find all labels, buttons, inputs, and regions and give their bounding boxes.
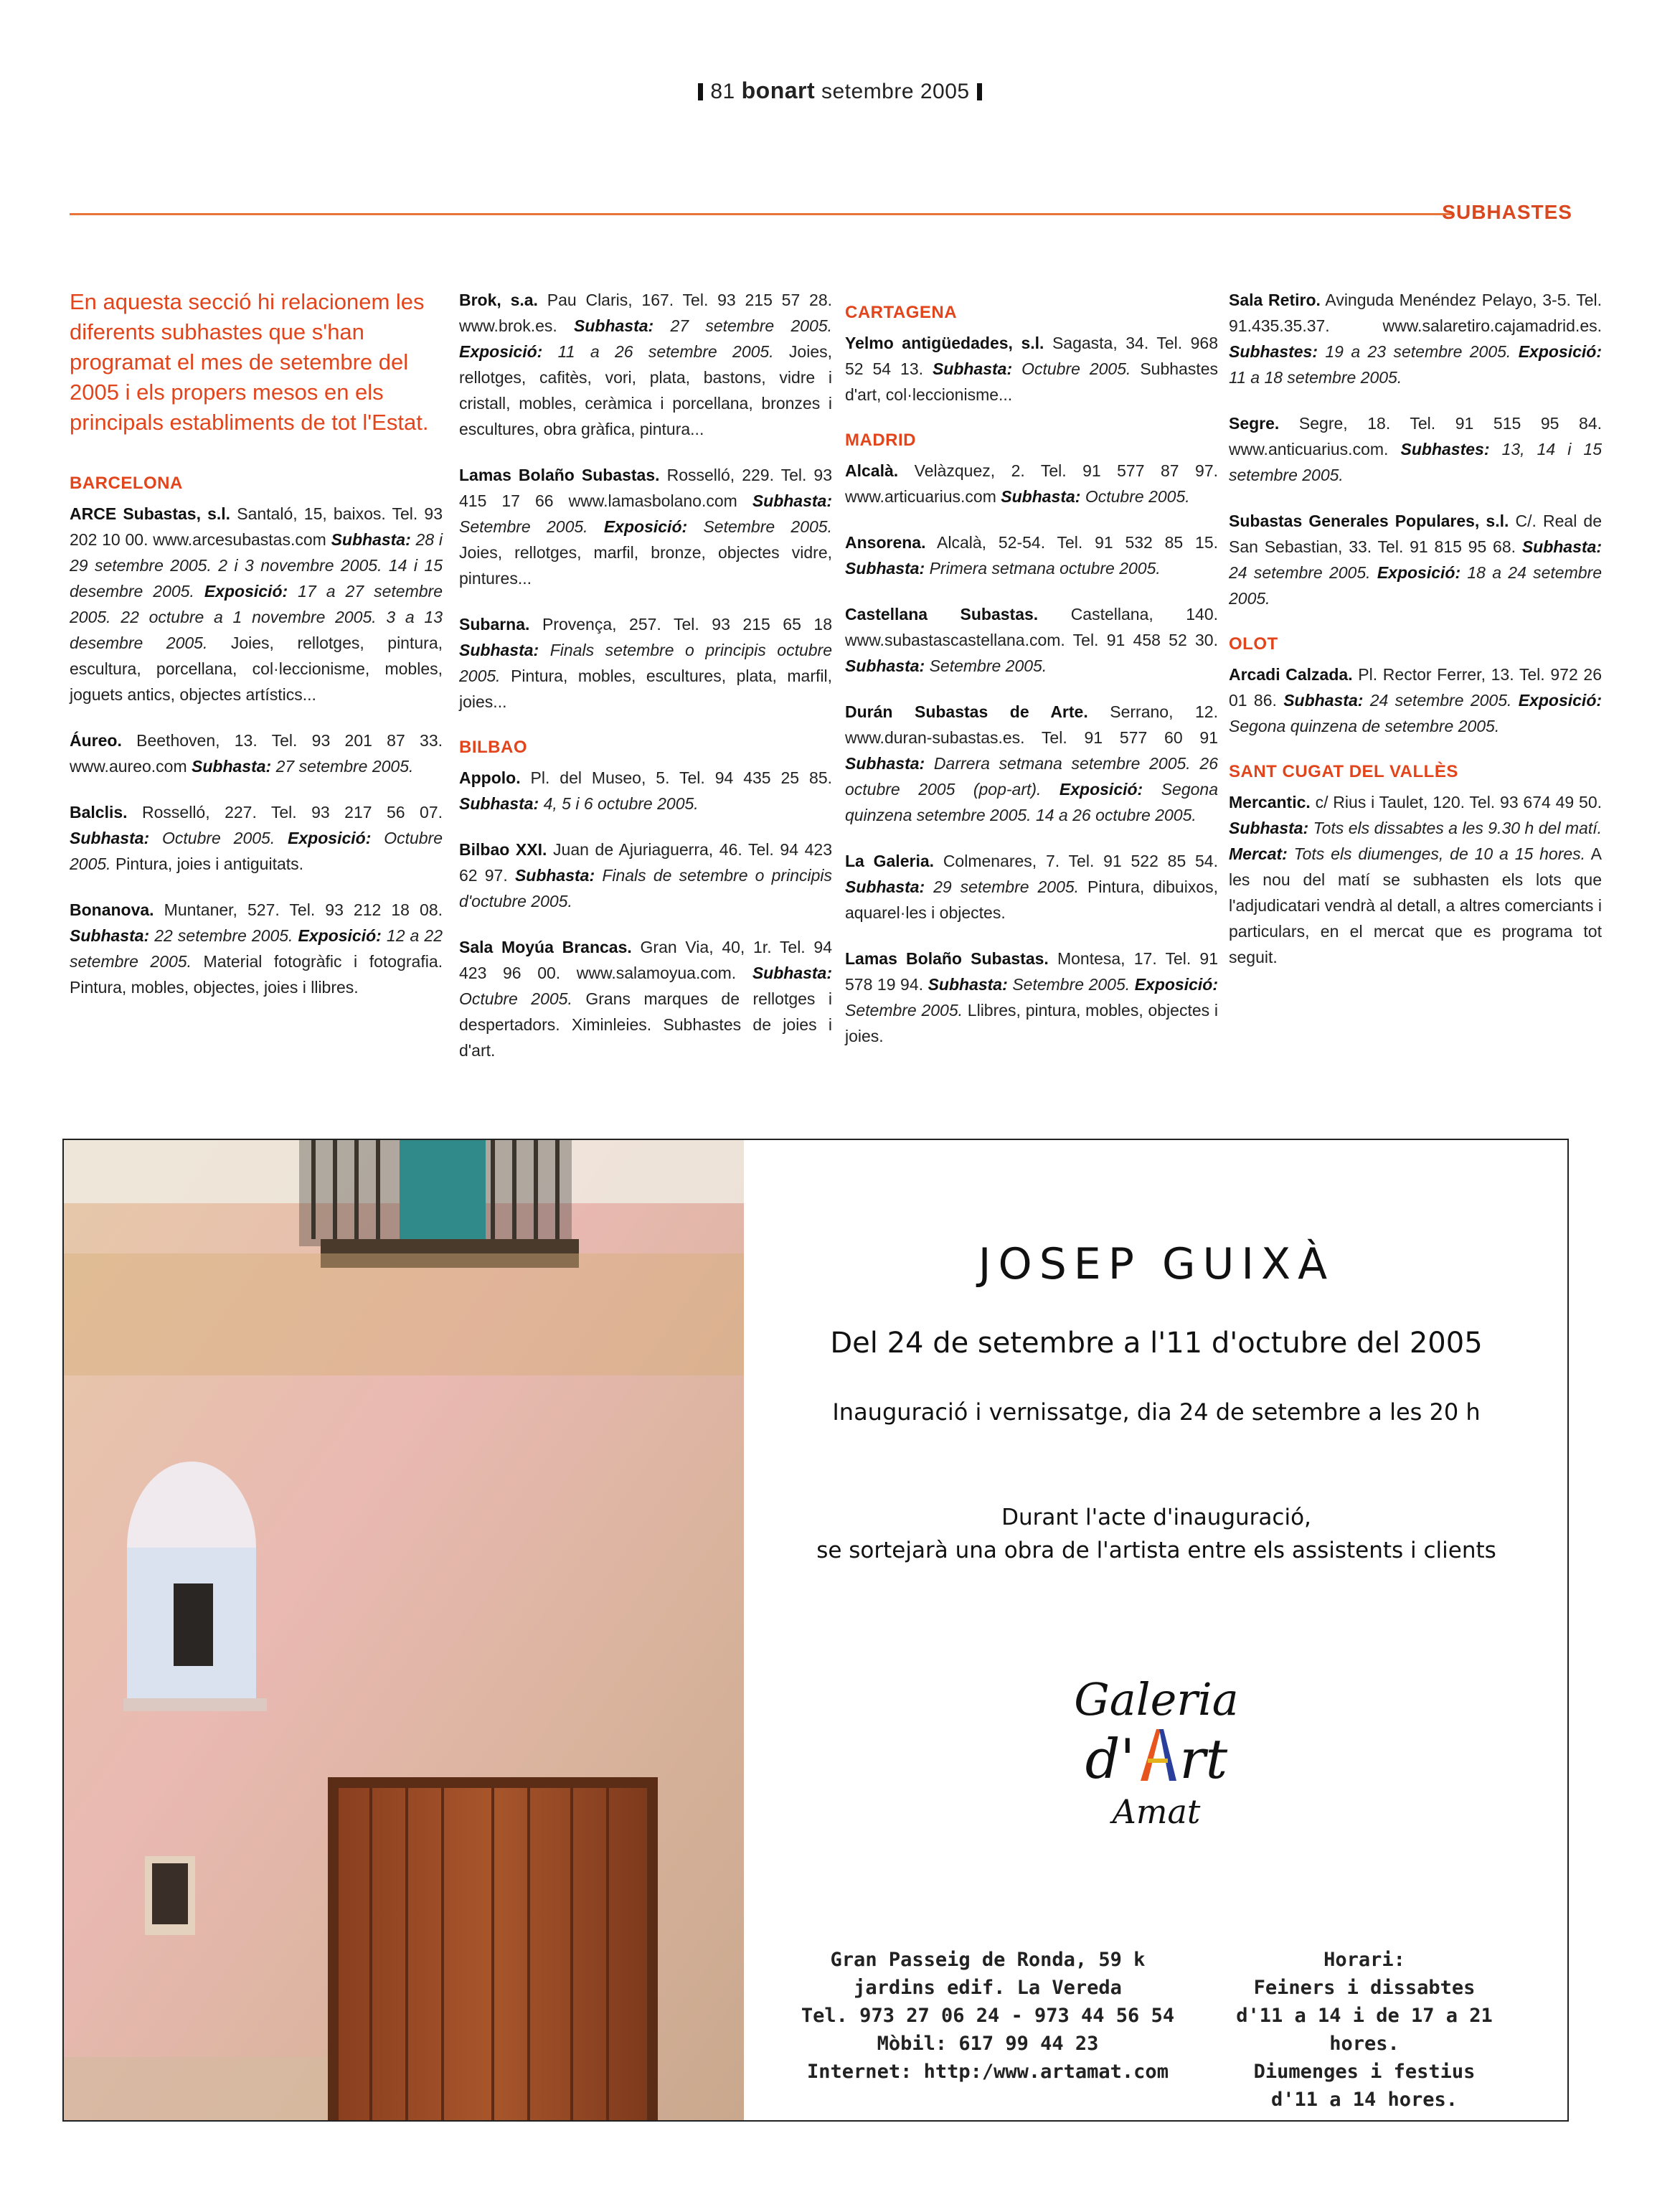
exhibition-date-text: Segona quinzena setembre 2005. 14 a 26 octubre 2005. <box>845 780 1219 824</box>
auction-house-details: Beethoven, 13. Tel. 93 201 87 33. www.aureo.com <box>70 731 443 776</box>
auction-entry <box>1229 508 1602 611</box>
auction-entry <box>1229 662 1602 739</box>
address-line: Gran Passeig de Ronda, 59 k <box>830 1949 1146 1971</box>
auction-items-text: Pintura, joies i antiguitats. <box>115 855 304 873</box>
raffle-text <box>744 1501 1569 1567</box>
gallery-address <box>787 1946 1189 2086</box>
auction-date-label: Subhastes: <box>1400 440 1490 458</box>
auction-house-name: Durán Subastas de Arte. <box>845 702 1088 721</box>
city-heading: OLOT <box>1229 634 1278 654</box>
auction-house-name: Castellana Subastas. <box>845 605 1039 623</box>
auction-house-name: Balclis. <box>70 803 128 822</box>
auction-house-details: Velàzquez, 2. Tel. 91 577 87 97. www.articuarius.com <box>845 461 1218 506</box>
auction-date-text: Finals setembre o principis octubre 2005. <box>459 641 832 685</box>
auction-entry <box>845 458 1218 509</box>
auction-date-text: Setembre 2005. <box>459 517 588 536</box>
auction-date-text: 27 setembre 2005. <box>670 316 833 335</box>
auction-entry <box>459 611 832 715</box>
column-2 <box>459 287 832 1083</box>
auction-house-name: Alcalà. <box>845 461 899 480</box>
auction-date-text: 13, 14 i 15 setembre 2005. <box>1229 440 1603 484</box>
auction-date-label: Subhasta: <box>1283 691 1364 710</box>
column-3 <box>845 287 1218 1069</box>
hours-line: d'11 a 14 i de 17 a 21 hores. <box>1236 2005 1493 2055</box>
exhibition-date-text: Setembre 2005. <box>703 517 832 536</box>
auction-entry <box>70 897 443 1000</box>
auction-items-text: A les nou del matí se subhasten els lots que l'adjudicatari vendrà al detall, a altres comerciants i particulars, en el mercat que es programa tot seguit. <box>1229 844 1603 966</box>
opening-hours <box>1196 1946 1533 2114</box>
exhibition-date-text: 11 a 18 setembre 2005. <box>1229 368 1402 387</box>
auction-items-text: Joies, rellotges, pintura, escultura, porcellana, col·leccionisme, mobles, joguets antics, objectes artístics... <box>70 634 443 704</box>
auction-date-text: Setembre 2005. <box>1012 975 1131 994</box>
header-bar-right <box>977 83 982 100</box>
issue-date: setembre 2005 <box>821 80 970 103</box>
auction-date-label: Subhasta: <box>845 559 925 578</box>
auction-house-details: Pau Claris, 167. Tel. 93 215 57 28. www.brok.es. <box>459 291 833 335</box>
auction-date-text: 27 setembre 2005. <box>275 757 414 776</box>
column-1 <box>70 287 443 1020</box>
auction-date-label: Subhasta: <box>459 794 539 813</box>
auction-date-text: 19 a 23 setembre 2005. <box>1325 342 1511 361</box>
exhibition-date-label: Exposició: <box>298 926 382 945</box>
exhibition-date-text: Octubre 2005. <box>70 829 443 873</box>
auction-date-text: Octubre 2005. <box>1021 359 1131 378</box>
auction-entry <box>459 765 832 816</box>
auction-entry <box>459 837 832 914</box>
auction-house-name: Yelmo antigüedades, s.l. <box>845 334 1044 352</box>
auction-entry <box>845 946 1218 1049</box>
auction-entry <box>1229 789 1602 970</box>
auction-date-text: Octubre 2005. <box>162 829 275 847</box>
auction-items-text: Llibres, pintura, mobles, objectes i joies. <box>845 1001 1218 1045</box>
auction-house-details: Pl. del Museo, 5. Tel. 94 435 25 85. <box>530 768 833 787</box>
city-heading: MADRID <box>845 430 916 450</box>
auction-items-text: Joies, rellotges, cafitès, vori, plata, bastons, vidre i cristall, mobles, ceràmica i porcellana, bronzes i escultures, obra gràfica, pintura... <box>459 342 833 438</box>
auction-entry <box>70 728 443 779</box>
auction-house-details: Juan de Ajuriaguerra, 46. Tel. 94 423 62 97. <box>459 840 833 885</box>
exhibition-date-label: Exposició: <box>603 517 688 536</box>
auction-entry <box>1229 287 1602 390</box>
logo-dart-suffix: rt <box>1179 1727 1228 1791</box>
logo-a-icon <box>1135 1726 1179 1782</box>
auction-entry <box>459 462 832 591</box>
logo-word-dart <box>744 1726 1569 1792</box>
auction-entry <box>459 934 832 1063</box>
auction-date-label: Subhastes: <box>1229 342 1318 361</box>
auction-house-name: Segre. <box>1229 414 1280 433</box>
auction-house-name: Sala Retiro. <box>1229 291 1321 309</box>
hours-line: Diumenges i festius <box>1253 2061 1476 2083</box>
auction-entry <box>459 287 832 442</box>
auction-date-text: 28 i 29 setembre 2005. 2 i 3 novembre 2005. 14 i 15 desembre 2005. <box>70 530 443 601</box>
section-rule <box>70 213 1454 215</box>
auction-date-label: Subhasta: <box>514 866 595 885</box>
exhibition-date-text: Setembre 2005. <box>845 1001 963 1020</box>
running-header <box>0 77 1680 104</box>
auction-items-text: Material fotogràfic i fotografia. Pintura, mobles, objectes, joies i llibres. <box>70 952 443 997</box>
auction-house-details: Sagasta, 34. Tel. 968 52 54 13. <box>845 334 1219 378</box>
auction-house-name: Bilbao XXI. <box>459 840 547 859</box>
auction-date-text: 29 setembre 2005. <box>933 877 1080 896</box>
auction-house-name: Appolo. <box>459 768 521 787</box>
auction-date-label: Subhasta: <box>1229 819 1309 837</box>
auction-house-details: C/. Real de San Sebastian, 33. Tel. 91 815 95 68. <box>1229 512 1602 556</box>
auction-house-name: Ansorena. <box>845 533 926 552</box>
page-number: 81 <box>710 80 735 103</box>
city-heading: CARTAGENA <box>845 303 958 322</box>
column-body <box>459 287 832 1063</box>
auction-house-name: Bonanova. <box>70 900 154 919</box>
auction-items-text: Subhastes d'art, col·leccionisme... <box>845 359 1219 404</box>
column-body <box>70 471 443 1000</box>
exhibition-date-label: Exposició: <box>1377 563 1461 582</box>
auction-house-name: Brok, s.a. <box>459 291 538 309</box>
auction-date-text: Tots els dissabtes a les 9.30 h del matí. <box>1313 819 1602 837</box>
auction-house-name: La Galeria. <box>845 852 935 870</box>
auction-house-name: Subarna. <box>459 615 530 634</box>
auction-entry <box>845 848 1218 926</box>
exhibition-date-label: Exposició: <box>204 582 288 601</box>
auction-date-label: Subhasta: <box>845 754 925 773</box>
auction-house-details: Avinguda Menéndez Pelayo, 3-5. Tel. 91.435.35.37. www.salaretiro.cajamadrid.es. <box>1229 291 1603 335</box>
phone-line: Tel. 973 27 06 24 - 973 44 56 54 <box>801 2005 1175 2027</box>
auction-date-label: Subhasta: <box>1001 487 1081 506</box>
exhibition-date-label: Exposició: <box>1518 691 1603 710</box>
exhibition-date-label: Exposició: <box>459 342 543 361</box>
hours-line: Feiners i dissabtes <box>1253 1977 1476 1999</box>
section-label: SUBHASTES <box>1442 201 1572 223</box>
raffle-line-2: se sortejarà una obra de l'artista entre els assistents i clients <box>816 1538 1496 1563</box>
auction-entry <box>70 501 443 707</box>
auction-date-text: Primera setmana octubre 2005. <box>929 559 1161 578</box>
auction-house-name: ARCE Subastas, s.l. <box>70 504 231 523</box>
auction-house-name: Mercantic. <box>1229 793 1311 811</box>
city-heading: BILBAO <box>459 738 527 757</box>
auction-date-label: Subhasta: <box>70 926 150 945</box>
auction-date-text: 4, 5 i 6 octubre 2005. <box>543 794 699 813</box>
auction-house-name: Sala Moyúa Brancas. <box>459 938 632 956</box>
logo-dart-prefix: d' <box>1085 1727 1136 1791</box>
auction-date-text: Octubre 2005. <box>1085 487 1190 506</box>
auction-house-details: Castellana, 140. www.subastascastellana.com. Tel. 91 458 52 30. <box>845 605 1218 649</box>
advertisement <box>744 1139 1569 2122</box>
logo-word-galeria: Galeria <box>1074 1673 1239 1726</box>
artist-name: JOSEP GUIXÀ <box>978 1239 1335 1289</box>
auction-date-label: Subhasta: <box>845 656 925 675</box>
auction-items-text: Pintura, dibuixos, aquarel·les i objectes. <box>845 877 1219 922</box>
auction-entry <box>845 699 1218 828</box>
auction-date-text: 22 setembre 2005. <box>154 926 293 945</box>
header-bar-left <box>698 83 703 100</box>
exhibition-date-label: Exposició: <box>1518 342 1603 361</box>
auction-house-details: c/ Rius i Taulet, 120. Tel. 93 674 49 50. <box>1315 793 1603 811</box>
raffle-line-1: Durant l'acte d'inauguració, <box>1001 1505 1311 1530</box>
auction-house-details: Segre, 18. Tel. 91 515 95 84. www.anticuarius.com. <box>1229 414 1602 458</box>
mobile-line: Mòbil: 617 99 44 23 <box>877 2033 1099 2055</box>
auction-date-text: Finals de setembre o principis d'octubre 2005. <box>459 866 833 910</box>
exhibition-date-text: Segona quinzena de setembre 2005. <box>1229 717 1500 735</box>
column-body <box>845 300 1218 1049</box>
auction-house-name: Lamas Bolaño Subastas. <box>845 949 1049 968</box>
auction-house-details: Provença, 257. Tel. 93 215 65 18 <box>542 615 833 634</box>
auction-entry <box>845 530 1218 581</box>
city-heading: SANT CUGAT DEL VALLÈS <box>1229 762 1458 781</box>
auction-date-label: Subhasta: <box>459 641 539 659</box>
column-4 <box>1229 287 1602 990</box>
exhibition-date-label: Exposició: <box>1059 780 1143 799</box>
exhibition-date-label: Mercat: <box>1229 844 1288 863</box>
exhibition-date-label: Exposició: <box>1134 975 1218 994</box>
auction-date-text: Darrera setmana setembre 2005. 26 octubre 2005 (pop-art). <box>845 754 1218 799</box>
auction-date-label: Subhasta: <box>331 530 411 549</box>
auction-date-label: Subhasta: <box>1521 537 1602 556</box>
exhibition-date-text: 18 a 24 setembre 2005. <box>1229 563 1603 608</box>
auction-date-text: Octubre 2005. <box>459 989 572 1008</box>
auction-house-name: Lamas Bolaño Subastas. <box>459 466 660 484</box>
auction-date-label: Subhasta: <box>574 316 654 335</box>
auction-date-label: Subhasta: <box>845 877 925 896</box>
auction-house-details: Muntaner, 527. Tel. 93 212 18 08. <box>164 900 443 919</box>
auction-house-details: Serrano, 12. www.duran-subastas.es. Tel. 91 577 60 91 <box>845 702 1218 747</box>
exhibition-date-text: 17 a 27 setembre 2005. 22 octubre a 1 novembre 2005. 3 a 13 desembre 2005. <box>70 582 443 652</box>
inauguration-text: Inauguració i vernissatge, dia 24 de setembre a les 20 h <box>832 1398 1481 1426</box>
auction-date-label: Subhasta: <box>70 829 150 847</box>
auction-items-text: Joies, rellotges, marfil, bronze, objectes vidre, pintures... <box>459 543 832 588</box>
auction-house-details: Pl. Rector Ferrer, 13. Tel. 972 26 01 86. <box>1229 665 1603 710</box>
auction-entry <box>845 601 1218 679</box>
magazine-brand: bonart <box>741 77 816 103</box>
auction-house-details: Montesa, 17. Tel. 91 578 19 94. <box>845 949 1218 994</box>
intro-text: En aquesta secció hi relacionem les diferents subhastes que s'han programat el mes de setembre del 2005 i els propers mesos en els principals establiments de tot l'Estat. <box>70 289 429 435</box>
auction-date-text: 24 setembre 2005. <box>1229 563 1371 582</box>
hours-line: d'11 a 14 hores. <box>1270 2089 1458 2111</box>
auction-house-details: Rosselló, 227. Tel. 93 217 56 07. <box>142 803 443 822</box>
auction-date-label: Subhasta: <box>752 491 832 510</box>
auction-date-label: Subhasta: <box>752 964 833 982</box>
exhibition-date-text: 12 a 22 setembre 2005. <box>70 926 443 971</box>
auction-house-name: Subastas Generales Populares, s.l. <box>1229 512 1509 530</box>
exhibition-dates: Del 24 de setembre a l'11 d'octubre del 2005 <box>830 1327 1483 1360</box>
column-body <box>1229 287 1602 970</box>
auction-house-details: Alcalà, 52-54. Tel. 91 532 85 15. <box>937 533 1219 552</box>
exhibition-date-text: Tots els diumenges, de 10 a 15 hores. <box>1293 844 1586 863</box>
auction-house-name: Arcadi Calzada. <box>1229 665 1353 684</box>
exhibition-date-text: 11 a 26 setembre 2005. <box>557 342 774 361</box>
auction-date-label: Subhasta: <box>192 757 272 776</box>
exhibition-date-label: Exposició: <box>288 829 372 847</box>
auction-house-name: Áureo. <box>70 731 122 750</box>
auction-items-text: Pintura, mobles, escultures, plata, marfil, joies... <box>459 667 833 711</box>
gallery-logo <box>744 1673 1569 1832</box>
hours-title: Horari: <box>1323 1949 1405 1971</box>
logo-word-amat: Amat <box>1112 1792 1201 1831</box>
city-heading: BARCELONA <box>70 474 183 493</box>
auction-house-details: Rosselló, 229. Tel. 93 415 17 66 www.lamasbolano.com <box>459 466 833 510</box>
auction-entry <box>70 799 443 877</box>
auction-date-label: Subhasta: <box>928 975 1008 994</box>
auction-house-details: Colmenares, 7. Tel. 91 522 85 54. <box>943 852 1218 870</box>
website-line: Internet: http:/www.artamat.com <box>807 2061 1169 2083</box>
auction-date-text: Setembre 2005. <box>929 656 1047 675</box>
auction-items-text: Grans marques de rellotges i despertadors. Ximinleies. Subhastes de joies i d'art. <box>459 989 833 1060</box>
auction-date-label: Subhasta: <box>932 359 1013 378</box>
auction-house-details: Santaló, 15, baixos. Tel. 93 202 10 00. www.arcesubastas.com <box>70 504 443 549</box>
auction-entry <box>845 330 1218 408</box>
auction-date-text: 24 setembre 2005. <box>1369 691 1512 710</box>
auction-house-details: Gran Via, 40, 1r. Tel. 94 423 96 00. www.salamoyua.com. <box>459 938 832 982</box>
auction-entry <box>1229 410 1602 488</box>
address-line: jardins edif. La Vereda <box>854 1977 1122 1999</box>
